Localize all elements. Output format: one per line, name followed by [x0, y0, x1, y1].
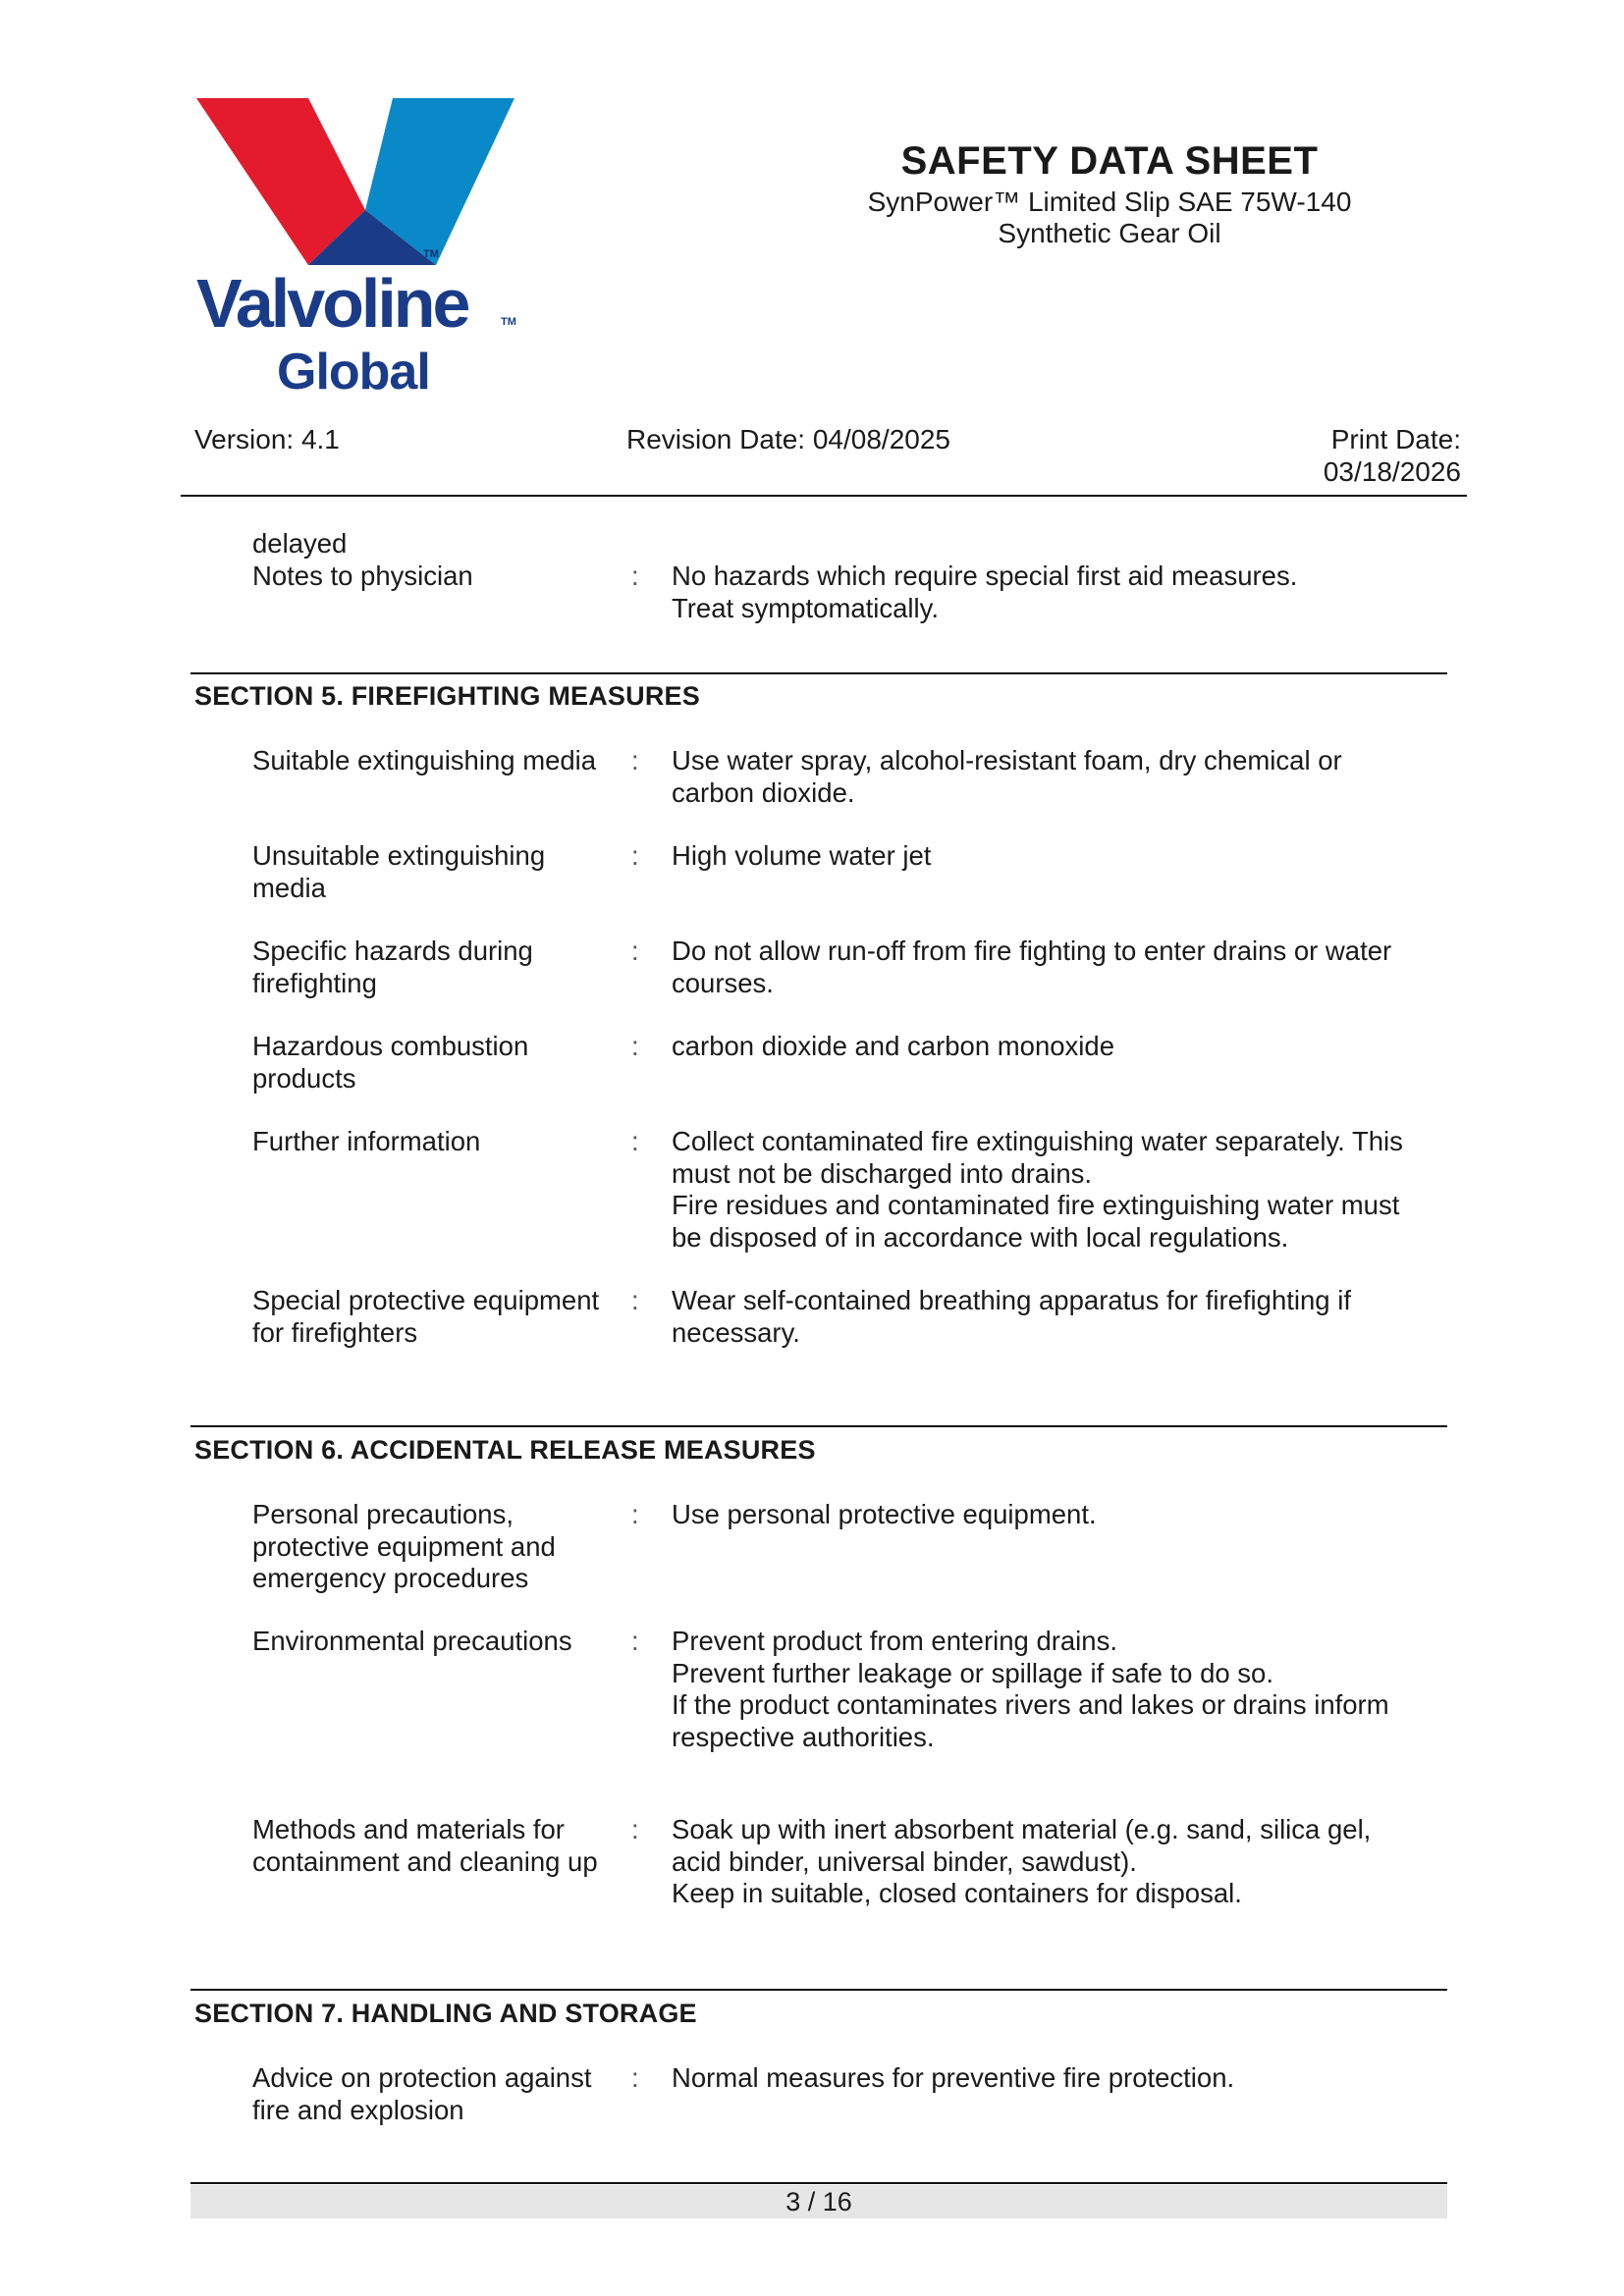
field-label: Specific hazards during firefighting [252, 935, 533, 998]
valvoline-v-icon [192, 94, 526, 399]
section7-rule [190, 1989, 1447, 1991]
field-value: High volume water jet [672, 840, 932, 871]
field-value: Prevent product from entering drains. Prevent further leakage or spillage if safe to do so. If the product contaminates rivers and lakes or drains inform respective authorities. [672, 1626, 1389, 1752]
field-separator: : [631, 1499, 639, 1529]
field-separator: : [631, 1031, 639, 1061]
footer-divider [190, 2182, 1447, 2184]
field-separator: : [631, 561, 639, 591]
svg-text:Global: Global [277, 344, 430, 399]
product-type: Synthetic Gear Oil [998, 218, 1221, 248]
field-value: Use personal protective equipment. [672, 1499, 1097, 1529]
section5-rule [190, 672, 1447, 674]
document-title: SAFETY DATA SHEET [900, 139, 1319, 183]
field-label: Hazardous combustion products [252, 1031, 529, 1094]
section6-rule [190, 1425, 1447, 1427]
field-label: Methods and materials for containment and cleaning up [252, 1814, 598, 1877]
field-separator: : [631, 745, 639, 775]
svg-text:Valvoline: Valvoline [196, 265, 468, 342]
svg-text:TM: TM [423, 248, 439, 260]
field-value: Use water spray, alcohol-resistant foam, dry chemical or carbon dioxide. [672, 745, 1342, 808]
header-divider [181, 495, 1467, 497]
field-label: Special protective equipment for firefighters [252, 1285, 600, 1348]
field-separator: : [631, 1814, 639, 1844]
field-label: Advice on protection against fire and explosion [252, 2062, 592, 2125]
product-name: SynPower™ Limited Slip SAE 75W-140 [867, 187, 1352, 217]
print-date-label: Print Date: [1330, 424, 1461, 454]
field-separator: : [631, 2062, 639, 2093]
section5-title: SECTION 5. FIREFIGHTING MEASURES [194, 681, 700, 711]
field-separator: : [631, 1626, 639, 1656]
field-label: Suitable extinguishing media [252, 745, 597, 775]
field-separator: : [631, 1285, 639, 1315]
section6-title: SECTION 6. ACCIDENTAL RELEASE MEASURES [194, 1435, 816, 1465]
field-label: Personal precautions, protective equipment and emergency procedures [252, 1499, 556, 1593]
field-separator: : [631, 935, 639, 966]
carryover-fragment: delayed [252, 528, 348, 559]
version: Version: 4.1 [194, 424, 340, 454]
svg-text:TM: TM [501, 316, 516, 328]
print-date-value: 03/18/2026 [1323, 456, 1461, 487]
section7-title: SECTION 7. HANDLING AND STORAGE [194, 1999, 697, 2028]
field-separator: : [631, 1126, 639, 1156]
field-separator: : [631, 840, 639, 871]
field-label: Further information [252, 1126, 481, 1156]
field-label: Notes to physician [252, 561, 473, 591]
field-label: Environmental precautions [252, 1626, 572, 1656]
field-value: No hazards which require special first aid measures. Treat symptomatically. [672, 561, 1298, 623]
field-value: Soak up with inert absorbent material (e.g. sand, silica gel, acid binder, universal binder, sawdust). Keep in suitable, closed containers for disposal. [672, 1814, 1372, 1908]
field-value: Normal measures for preventive fire protection. [672, 2062, 1235, 2093]
field-value: Collect contaminated fire extinguishing water separately. This must not be discharged into drains. Fire residues and contaminated fire extinguishing water must be disposed of in accordance with local regulations. [672, 1126, 1403, 1253]
field-label: Unsuitable extinguishing media [252, 840, 546, 903]
page-number: 3 / 16 [785, 2187, 852, 2216]
print-date [1324, 423, 1461, 488]
revision-date: Revision Date: 04/08/2025 [626, 424, 950, 454]
field-value: Wear self-contained breathing apparatus for firefighting if necessary. [672, 1285, 1351, 1348]
field-value: carbon dioxide and carbon monoxide [672, 1031, 1114, 1061]
field-value: Do not allow run-off from fire fighting to enter drains or water courses. [672, 935, 1392, 998]
